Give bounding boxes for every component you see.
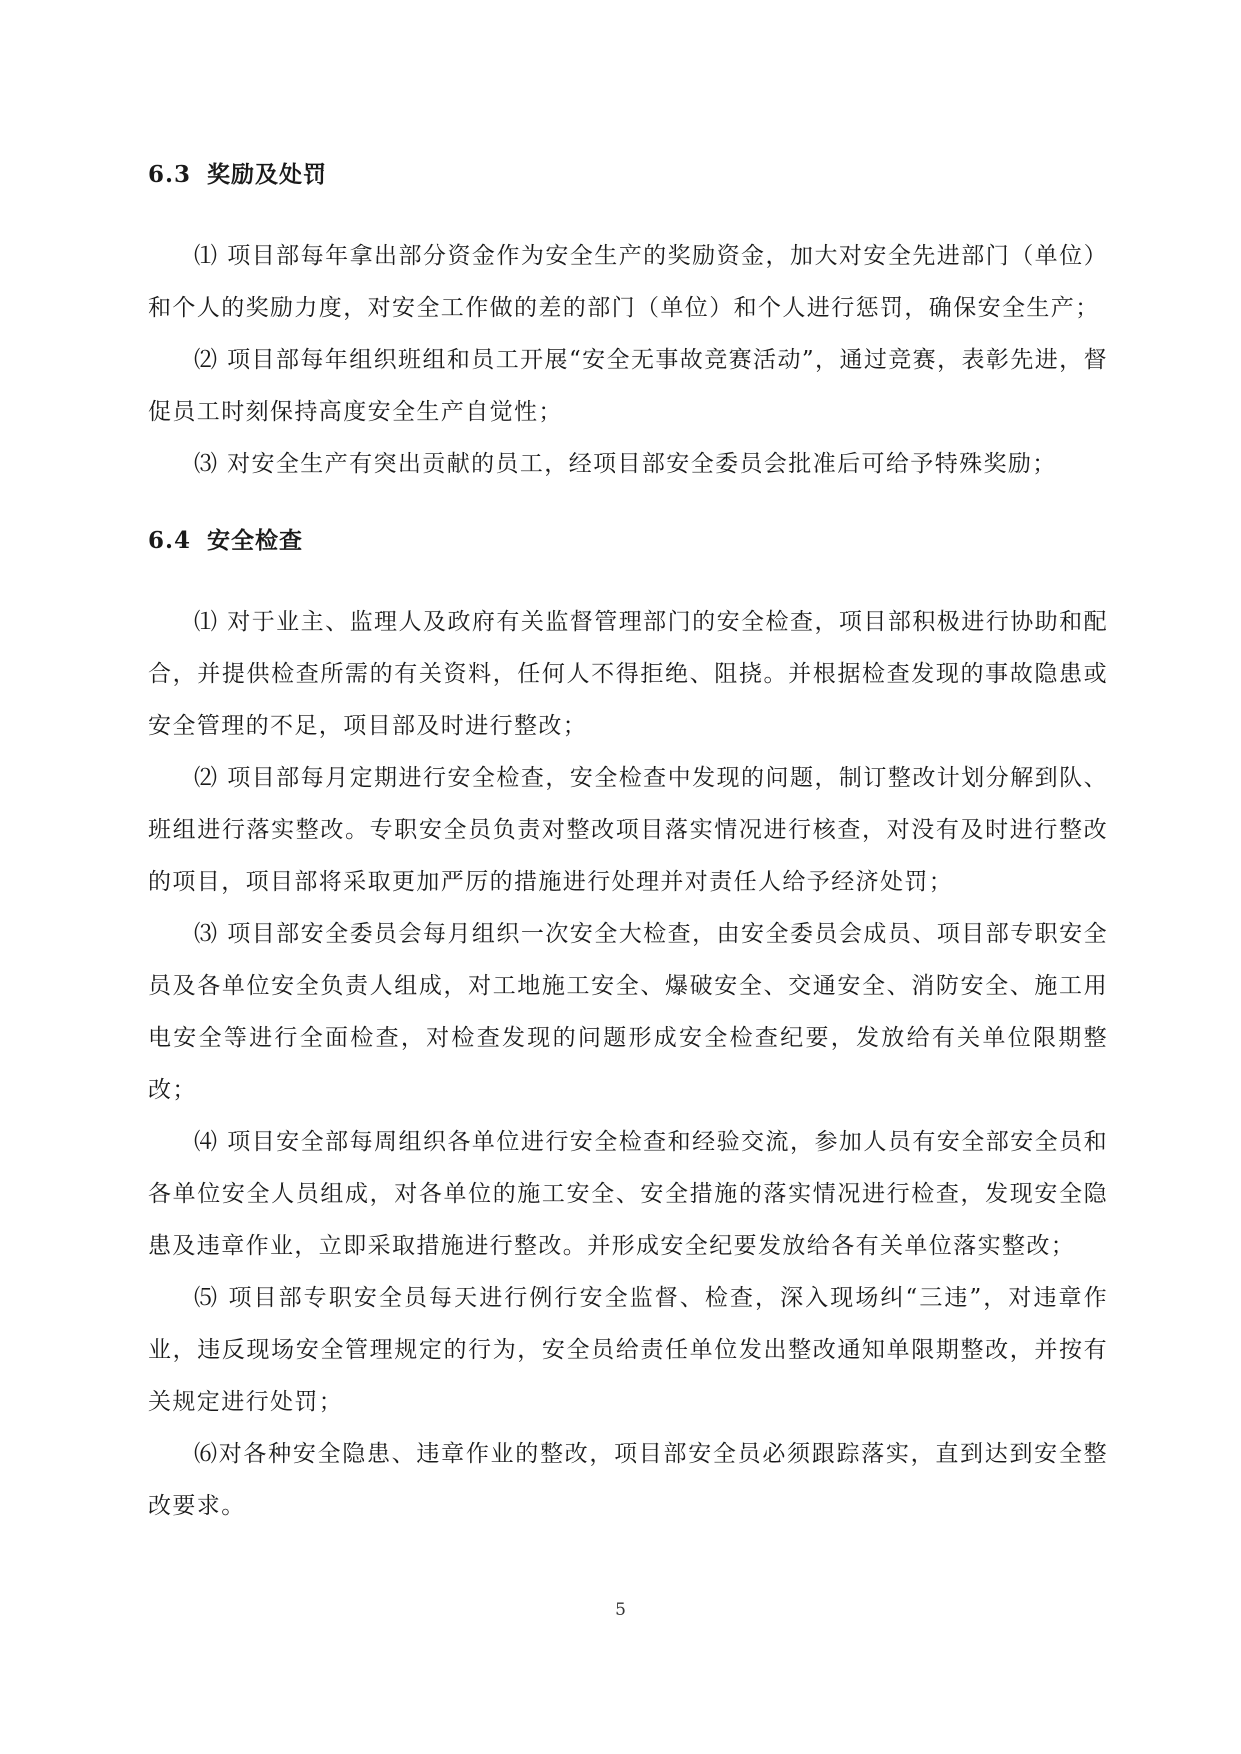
paragraph: ⑵ 项目部每年组织班组和员工开展“安全无事故竞赛活动”，通过竞赛，表彰先进，督促员工时刻保持高度安全生产自觉性； bbox=[148, 347, 1108, 425]
paragraph: ⑶ 项目部安全委员会每月组织一次安全大检查，由安全委员会成员、项目部专职安全员及各单位安全负责人组成，对工地施工安全、爆破安全、交通安全、消防安全、施工用电安全等进行全面检查，对检查发现的问题形成安全检查纪要，发放给有关单位限期整改； bbox=[148, 921, 1108, 1103]
paragraph: ⑵ 项目部每月定期进行安全检查，安全检查中发现的问题，制订整改计划分解到队、班组进行落实整改。专职安全员负责对整改项目落实情况进行核查，对没有及时进行整改的项目，项目部将采取更加严厉的措施进行处理并对责任人给予经济处罚； bbox=[148, 765, 1108, 895]
section-number: 6.3 bbox=[148, 161, 192, 188]
paragraph: ⑸ 项目部专职安全员每天进行例行安全监督、检查，深入现场纠“三违”，对违章作业，违反现场安全管理规定的行为，安全员给责任单位发出整改通知单限期整改，并按有关规定进行处罚； bbox=[148, 1285, 1108, 1415]
page-number: 5 bbox=[615, 1600, 626, 1620]
paragraph: ⑴ 对于业主、监理人及政府有关监督管理部门的安全检查，项目部积极进行协助和配合，并提供检查所需的有关资料，任何人不得拒绝、阻挠。并根据检查发现的事故隐患或安全管理的不足，项目部及时进行整改； bbox=[148, 609, 1108, 739]
section-heading-6-4 bbox=[148, 526, 1108, 556]
document-body bbox=[148, 160, 1108, 1532]
paragraph: ⑶ 对安全生产有突出贡献的员工，经项目部安全委员会批准后可给予特殊奖励； bbox=[194, 451, 1057, 477]
section-title: 安全检查 bbox=[207, 527, 304, 554]
paragraph: ⑹对各种安全隐患、违章作业的整改，项目部安全员必须跟踪落实，直到达到安全整改要求。 bbox=[148, 1441, 1108, 1519]
paragraph: ⑴ 项目部每年拿出部分资金作为安全生产的奖励资金，加大对安全先进部门（单位）和个人的奖励力度，对安全工作做的差的部门（单位）和个人进行惩罚，确保安全生产； bbox=[148, 243, 1108, 321]
section-heading-6-3 bbox=[148, 160, 1108, 190]
section-number: 6.4 bbox=[148, 527, 192, 554]
paragraph: ⑷ 项目安全部每周组织各单位进行安全检查和经验交流，参加人员有安全部安全员和各单位安全人员组成，对各单位的施工安全、安全措施的落实情况进行检查，发现安全隐患及违章作业，立即采取措施进行整改。并形成安全纪要发放给各有关单位落实整改； bbox=[148, 1129, 1108, 1259]
section-title: 奖励及处罚 bbox=[207, 161, 328, 188]
